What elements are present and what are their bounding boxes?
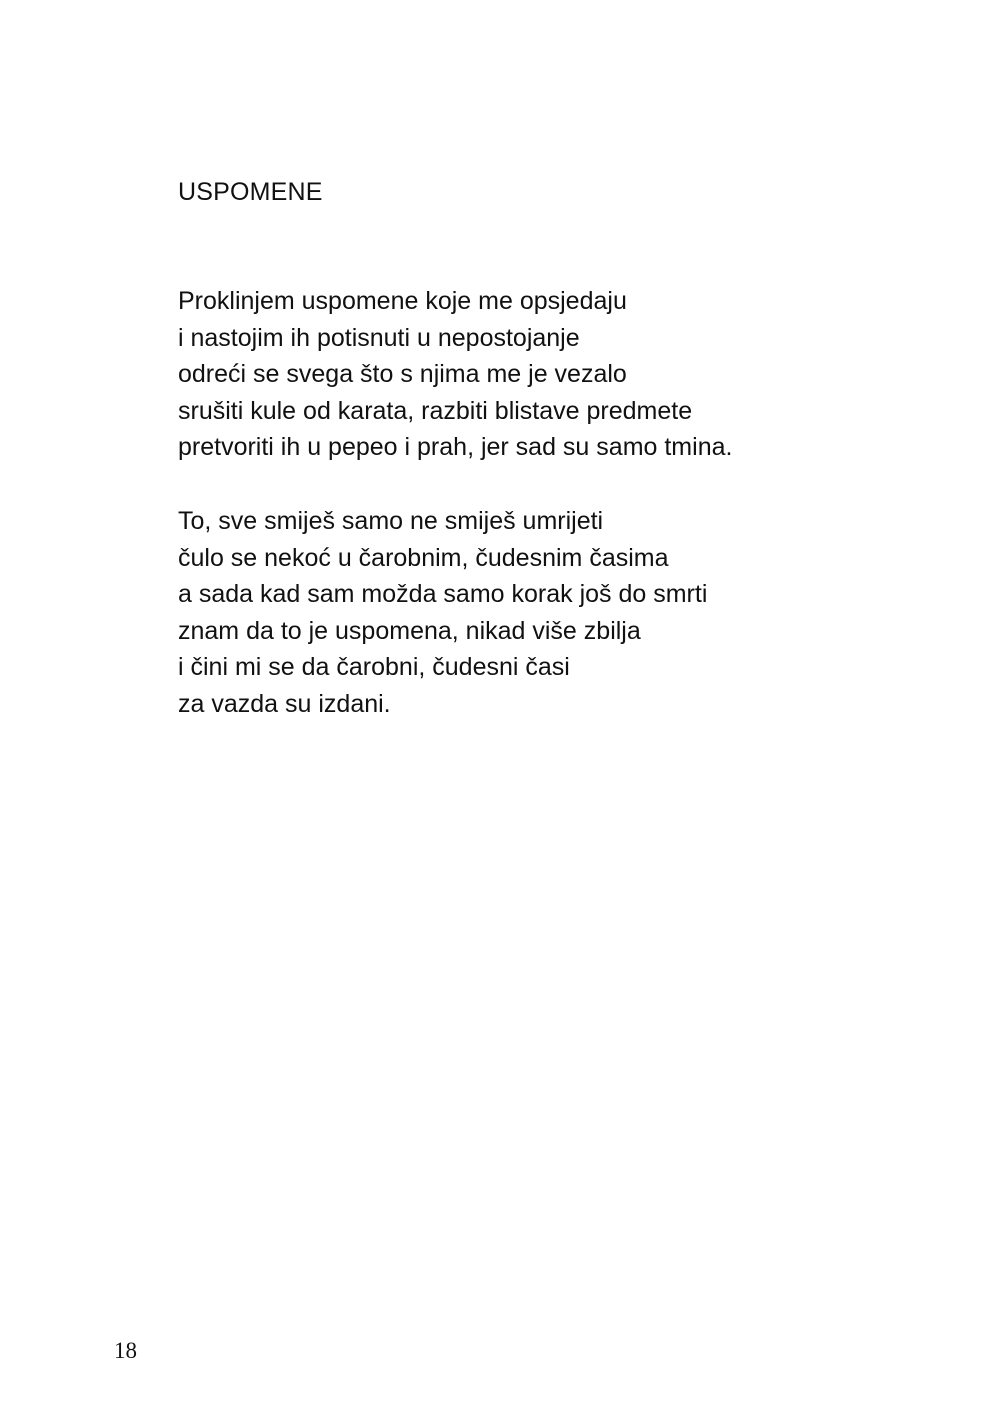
poem-line: Proklinjem uspomene koje me opsjedaju (178, 287, 627, 315)
stanza-2 (178, 503, 707, 722)
poem-line: To, sve smiješ samo ne smiješ umrijeti (178, 507, 604, 535)
poem-line: i nastojim ih potisnuti u nepostojanje (178, 323, 580, 352)
poem-line: i čini mi se da čarobni, čudesni časi (178, 653, 570, 681)
poem-line: čulo se nekoć u čarobnim, čudesnim časima (178, 543, 669, 572)
poem-line: a sada kad sam možda samo korak još do smrti (178, 580, 708, 608)
page-number: 18 (114, 1338, 137, 1363)
poem-line: znam da to je uspomena, nikad više zbilja (178, 616, 641, 645)
stanza-1 (178, 283, 732, 466)
poem-title: USPOMENE (178, 178, 323, 206)
poem-line: srušiti kule od karata, razbiti blistave predmete (178, 396, 693, 425)
poem-line: za vazda su izdani. (178, 689, 391, 718)
poem-line: pretvoriti ih u pepeo i prah, jer sad su samo tmina. (178, 433, 733, 461)
poem-line: odreći se svega što s njima me je vezalo (178, 360, 627, 388)
